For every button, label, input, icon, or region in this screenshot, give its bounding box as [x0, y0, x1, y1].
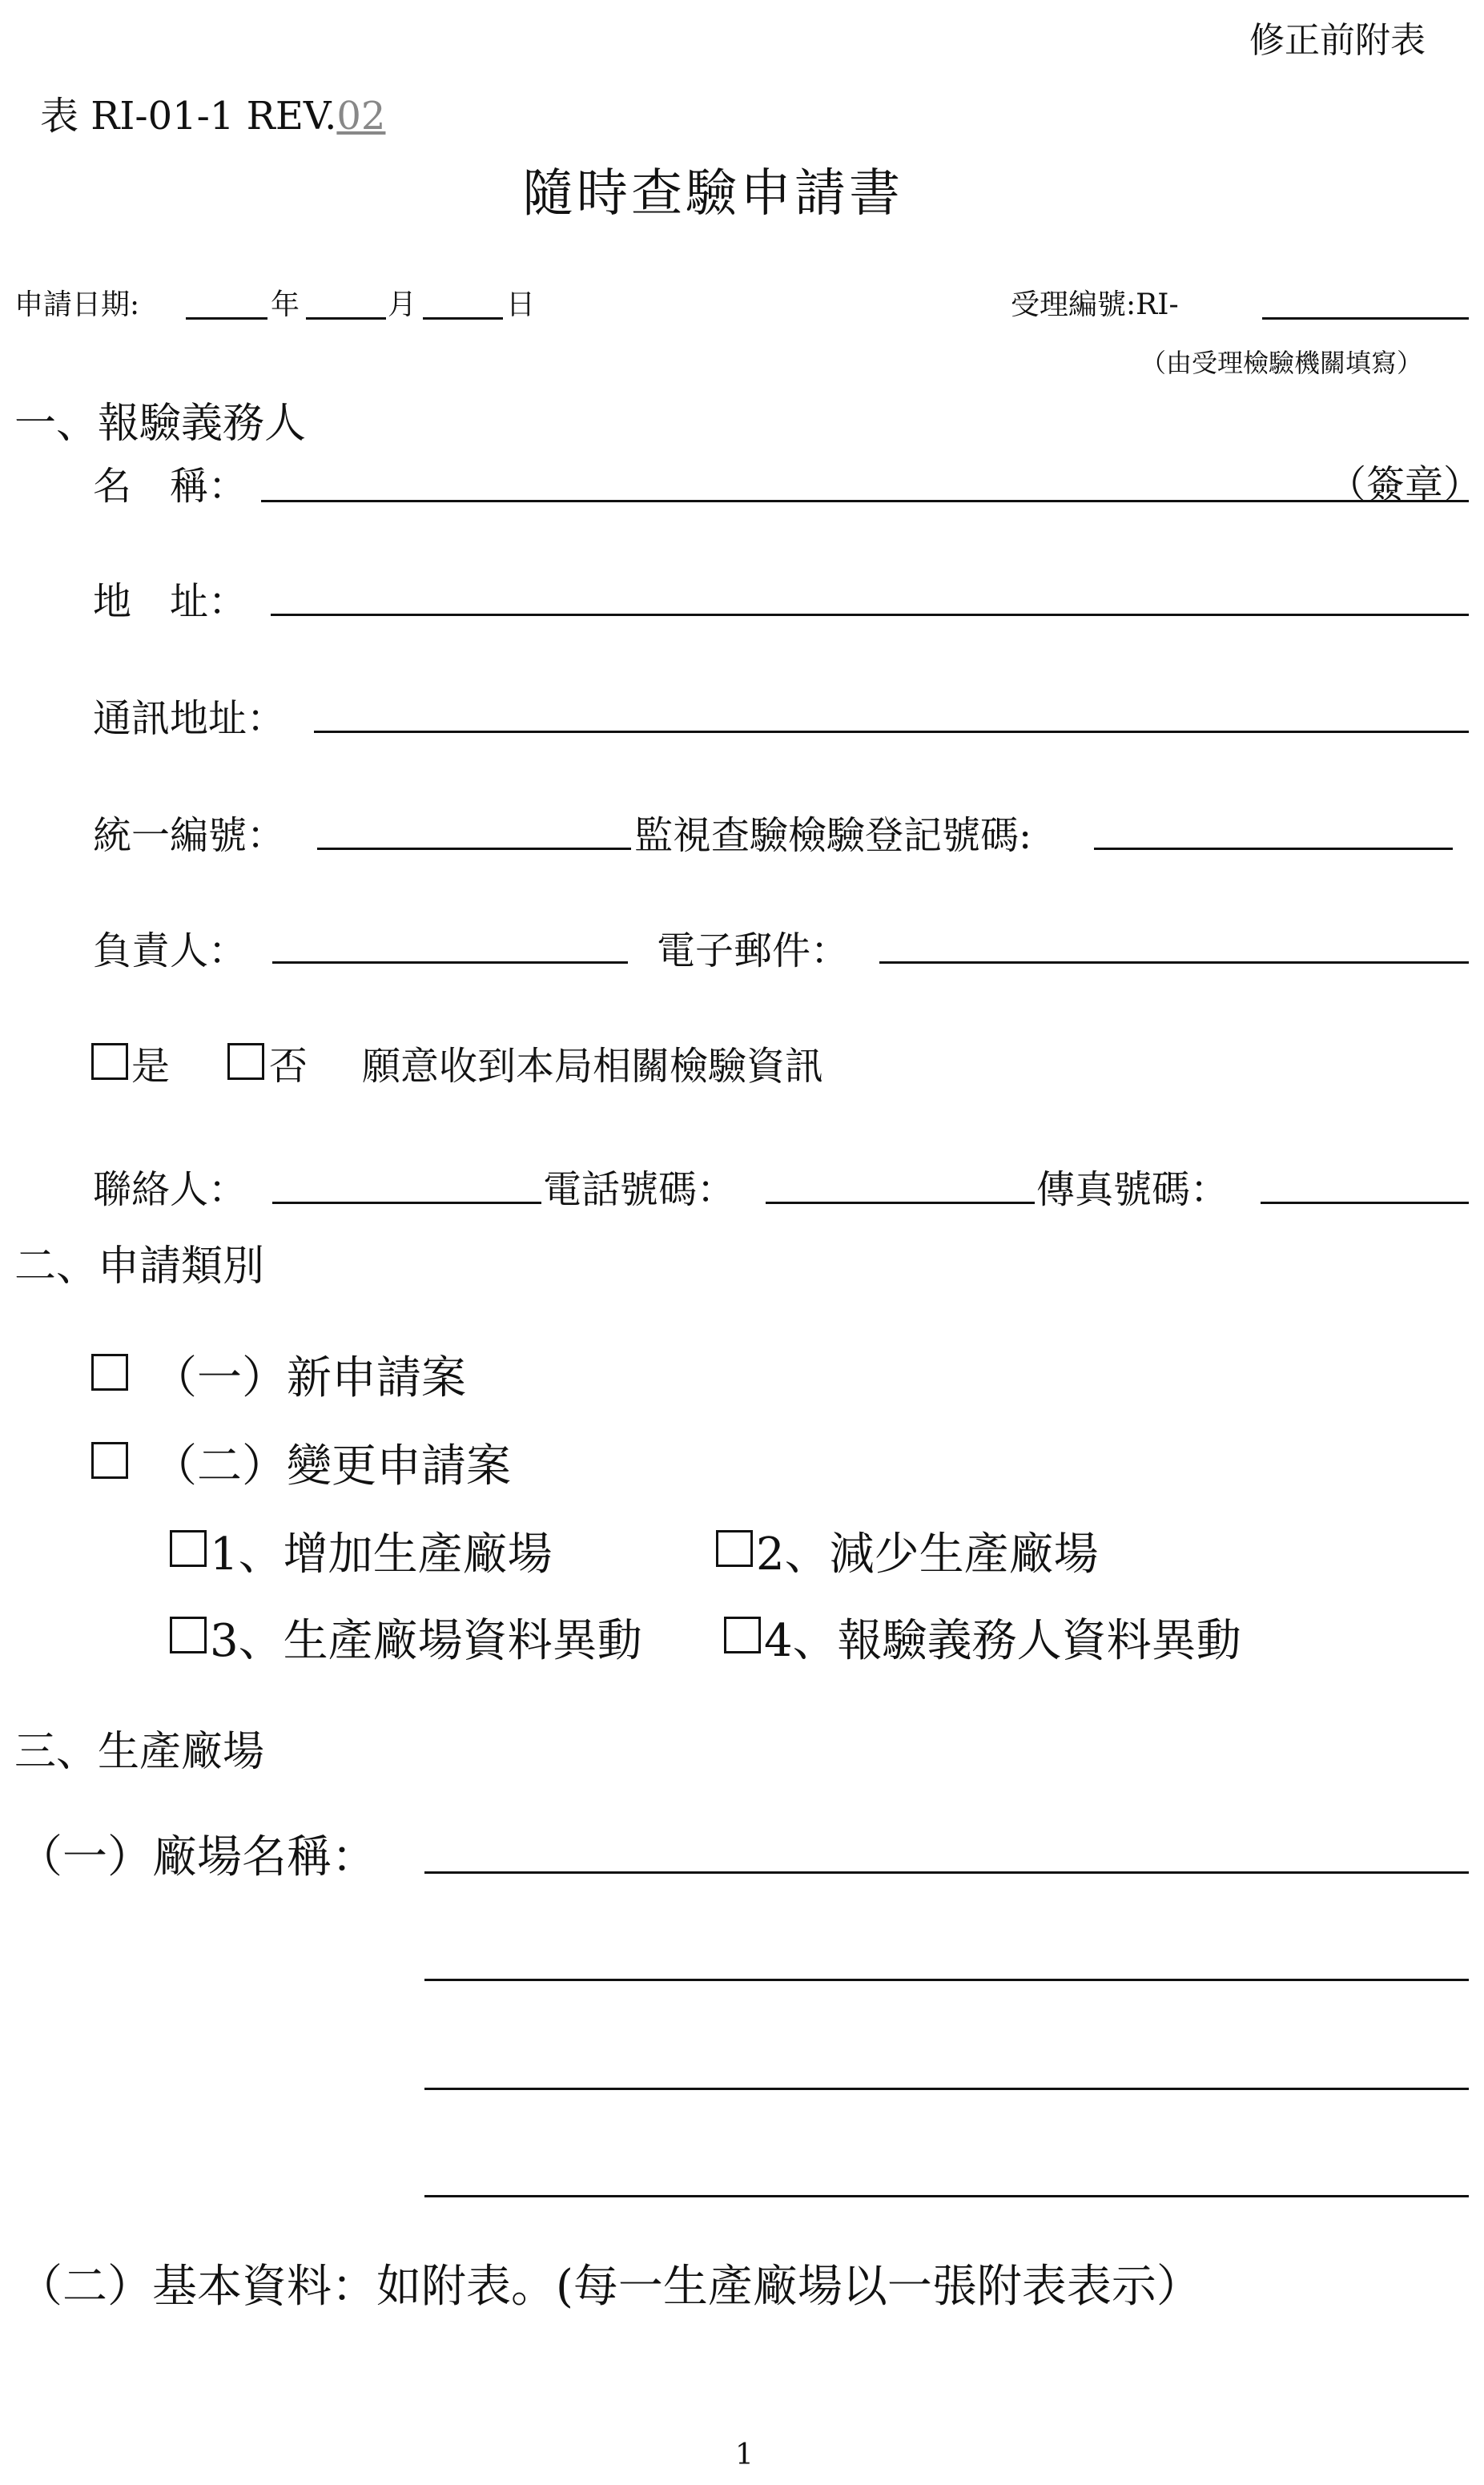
consent-no-label: 否 [269, 1044, 308, 1089]
month-input[interactable] [306, 317, 386, 320]
sub2-label: 2、減少生產廠場 [756, 1528, 1099, 1581]
consent-no-checkbox[interactable] [227, 1043, 264, 1080]
seal-label: （簽章） [1328, 462, 1482, 507]
receipt-label: 受理編號:RI- [1011, 288, 1179, 321]
form-code [40, 85, 385, 140]
factory-name-label: （一）廠場名稱： [18, 1831, 376, 1883]
date-label: 申請日期: [14, 288, 140, 321]
sub1-label: 1、增加生產廠場 [210, 1528, 553, 1581]
mail-address-input[interactable] [314, 731, 1469, 733]
factory-name-line-1[interactable] [424, 1871, 1469, 1874]
factory-name-line-4[interactable] [424, 2195, 1469, 2197]
phone-label: 電話號碼： [543, 1167, 736, 1212]
section3-heading: 三、生產廠場 [14, 1728, 265, 1776]
section1-heading: 一、報驗義務人 [14, 400, 307, 448]
name-input[interactable] [261, 500, 1469, 502]
phone-input[interactable] [766, 1202, 1035, 1204]
option-new-label: （一）新申請案 [152, 1352, 466, 1404]
annex-label: 修正前附表 [1249, 20, 1426, 61]
consent-yes-label: 是 [131, 1044, 171, 1089]
sub3-checkbox[interactable] [170, 1617, 207, 1653]
mail-address-label: 通訊地址： [93, 696, 286, 741]
name-label: 名 稱： [93, 464, 247, 509]
factory-name-line-3[interactable] [424, 2088, 1469, 2090]
tax-id-label: 統一編號： [93, 813, 286, 858]
option-new-checkbox[interactable] [91, 1354, 128, 1391]
consent-text: 願意收到本局相關檢驗資訊 [362, 1044, 824, 1089]
sub3-label: 3、生產廠場資料異動 [210, 1615, 642, 1667]
address-label: 地 址： [93, 579, 247, 624]
contact-input[interactable] [272, 1202, 541, 1204]
address-input[interactable] [271, 614, 1469, 616]
sub4-checkbox[interactable] [724, 1617, 761, 1653]
fax-label: 傳真號碼： [1036, 1167, 1229, 1212]
fax-input[interactable] [1261, 1202, 1469, 1204]
owner-input[interactable] [272, 961, 628, 964]
sub4-label: 4、報驗義務人資料異動 [764, 1615, 1241, 1667]
registration-input[interactable] [1094, 848, 1453, 850]
year-label: 年 [271, 288, 300, 321]
email-label: 電子郵件： [657, 928, 850, 973]
month-label: 月 [388, 288, 417, 321]
page-number: 1 [735, 2439, 754, 2471]
consent-yes-checkbox[interactable] [91, 1043, 128, 1080]
basic-info-text: （二）基本資料：如附表。(每一生產廠場以一張附表表示） [18, 2261, 1201, 2313]
receipt-note: （由受理檢驗機關填寫） [1140, 348, 1423, 378]
form-revision: 02 [336, 94, 386, 139]
sub1-checkbox[interactable] [170, 1530, 207, 1567]
factory-name-line-2[interactable] [424, 1979, 1469, 1981]
form-code-prefix: 表 RI-01-1 REV. [40, 94, 337, 139]
option-change-label: （二）變更申請案 [152, 1440, 511, 1492]
receipt-input[interactable] [1262, 317, 1469, 320]
page-title: 隨時查驗申請書 [522, 164, 903, 224]
option-change-checkbox[interactable] [91, 1442, 128, 1479]
owner-label: 負責人： [93, 928, 247, 973]
registration-label: 監視查驗檢驗登記號碼: [634, 813, 1032, 858]
day-label: 日 [506, 288, 536, 321]
sub2-checkbox[interactable] [716, 1530, 753, 1567]
year-input[interactable] [186, 317, 267, 320]
tax-id-input[interactable] [317, 848, 631, 850]
contact-label: 聯絡人： [93, 1167, 247, 1212]
section2-heading: 二、申請類別 [14, 1242, 265, 1291]
email-input[interactable] [879, 961, 1469, 964]
day-input[interactable] [423, 317, 503, 320]
